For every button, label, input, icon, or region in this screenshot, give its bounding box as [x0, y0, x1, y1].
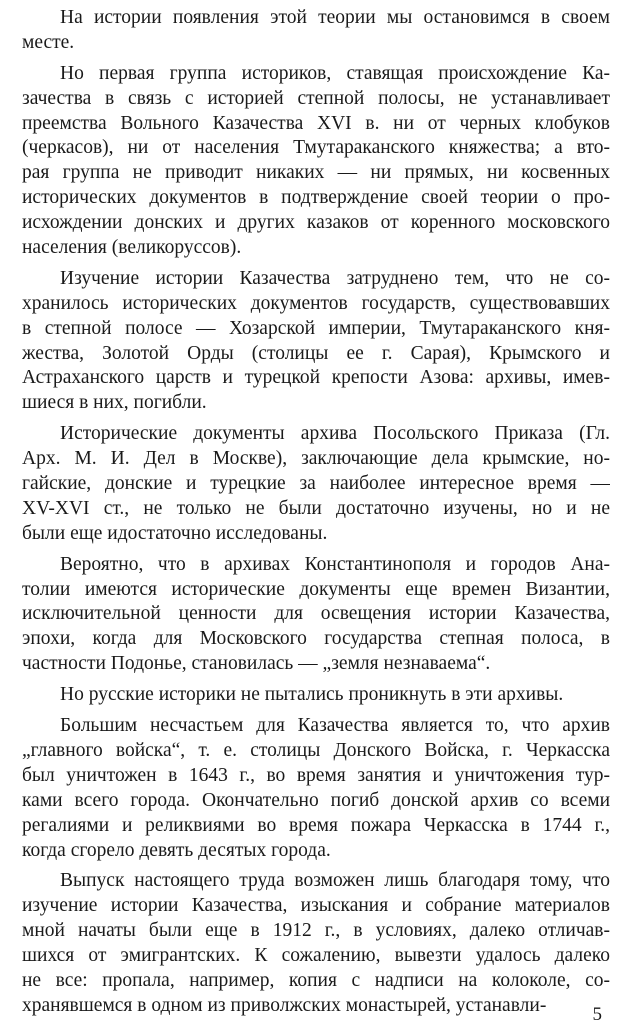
paragraph	[22, 714, 610, 863]
paragraph	[22, 6, 610, 56]
text-line: исключительной ценности для освещения истории Казачества,	[22, 603, 610, 625]
text-line: „главного войска“, т. е. столицы Донского Войска, г. Черкасска	[22, 739, 610, 761]
paragraph	[22, 267, 610, 416]
text-line: рая группа не приводит никаких — ни прямых, ни косвенных	[22, 162, 610, 184]
text-line: преемства Вольного Казачества XVI в. ни от черных клобуков	[22, 112, 610, 134]
text-line: Но первая группа историков, ставящая происхождение Ка-	[60, 62, 610, 84]
paragraph	[22, 869, 610, 1018]
text-line: Арх. М. И. Дел в Москве), заключающие дела крымские, но-	[22, 448, 610, 470]
text-line: был уничтожен в 1643 г., во время занятия и уничтожения тур-	[22, 764, 610, 786]
text-line: толии имеются исторические документы еще времен Византии,	[22, 578, 610, 600]
text-line: когда сгорело девять десятых города.	[22, 839, 331, 861]
paragraph	[22, 553, 610, 677]
text-line: Вероятно, что в архивах Константинополя и городов Ана-	[60, 553, 610, 575]
text-line: эпохи, когда для Московского государства степная полоса, в	[22, 628, 610, 650]
text-line: исторических документов в подтверждение своей теории о про-	[22, 187, 610, 209]
text-line: Астраханского царств и турецкой крепости Азова: архивы, имев-	[22, 367, 610, 389]
text-line: зачества в связь с историей степной полосы, не устанавливает	[22, 87, 610, 109]
text-line: шиеся в них, погибли.	[22, 392, 207, 414]
text-line: Большим несчастьем для Казачества является то, что архив	[60, 715, 610, 737]
text-line: регалиями и реликвиями во время пожара Черкасска в 1744 г.,	[22, 814, 610, 836]
text-line: хранилось исторических документов государств, существовавших	[22, 292, 610, 314]
text-line: изучение истории Казачества, изыскания и собрание материалов	[22, 895, 610, 917]
paragraph	[22, 62, 610, 261]
text-line: не все: пропала, например, копия с надписи на колоколе, со-	[22, 969, 610, 991]
text-line: ками всего города. Окончательно погиб донской архив со всеми	[22, 789, 610, 811]
text-line: жества, Золотой Орды (столицы ее г. Сарая), Крымского и	[22, 342, 610, 364]
paragraph	[22, 683, 610, 708]
text-line: Исторические документы архива Посольского Приказа (Гл.	[60, 423, 610, 445]
page-number: 5	[592, 1004, 602, 1025]
text-line: мной начаты были еще в 1912 г., в условиях, далеко отличав-	[22, 920, 610, 942]
text-line: Изучение истории Казачества затруднено тем, что не со-	[60, 267, 610, 289]
text-line: исхождении донских и других казаков от коренного московского	[22, 212, 610, 234]
text-line: шихся от эмигрантских. К сожалению, вывезти удалось далеко	[22, 945, 610, 967]
paragraph	[22, 422, 610, 546]
text-line: месте.	[22, 31, 75, 53]
text-line: XV-XVI ст., не только не были достаточно изучены, но и не	[22, 497, 610, 519]
text-line: Но русские историки не пытались проникнуть в эти архивы.	[60, 684, 564, 706]
text-line: частности Подонье, становилась — „земля незнаваема“.	[22, 653, 491, 675]
text-line: (черкасов), ни от населения Тмутараканского княжества; а вто-	[22, 137, 610, 159]
text-line: населения (великоруссов).	[22, 237, 242, 259]
page-body	[22, 6, 610, 1025]
text-line: были еще идостаточно исследованы.	[22, 522, 328, 544]
text-line: Выпуск настоящего труда возможен лишь благодаря тому, что	[60, 870, 610, 892]
text-line: гайские, донские и турецкие за наиболее интересное время —	[22, 473, 610, 495]
text-line: в степной полосе — Хозарской империи, Тмутараканского кня-	[22, 317, 610, 339]
text-line: хранявшемся в одном из приволжских монастырей, устанавли-	[22, 994, 547, 1016]
text-line: На истории появления этой теории мы остановимся в своем	[60, 7, 610, 28]
